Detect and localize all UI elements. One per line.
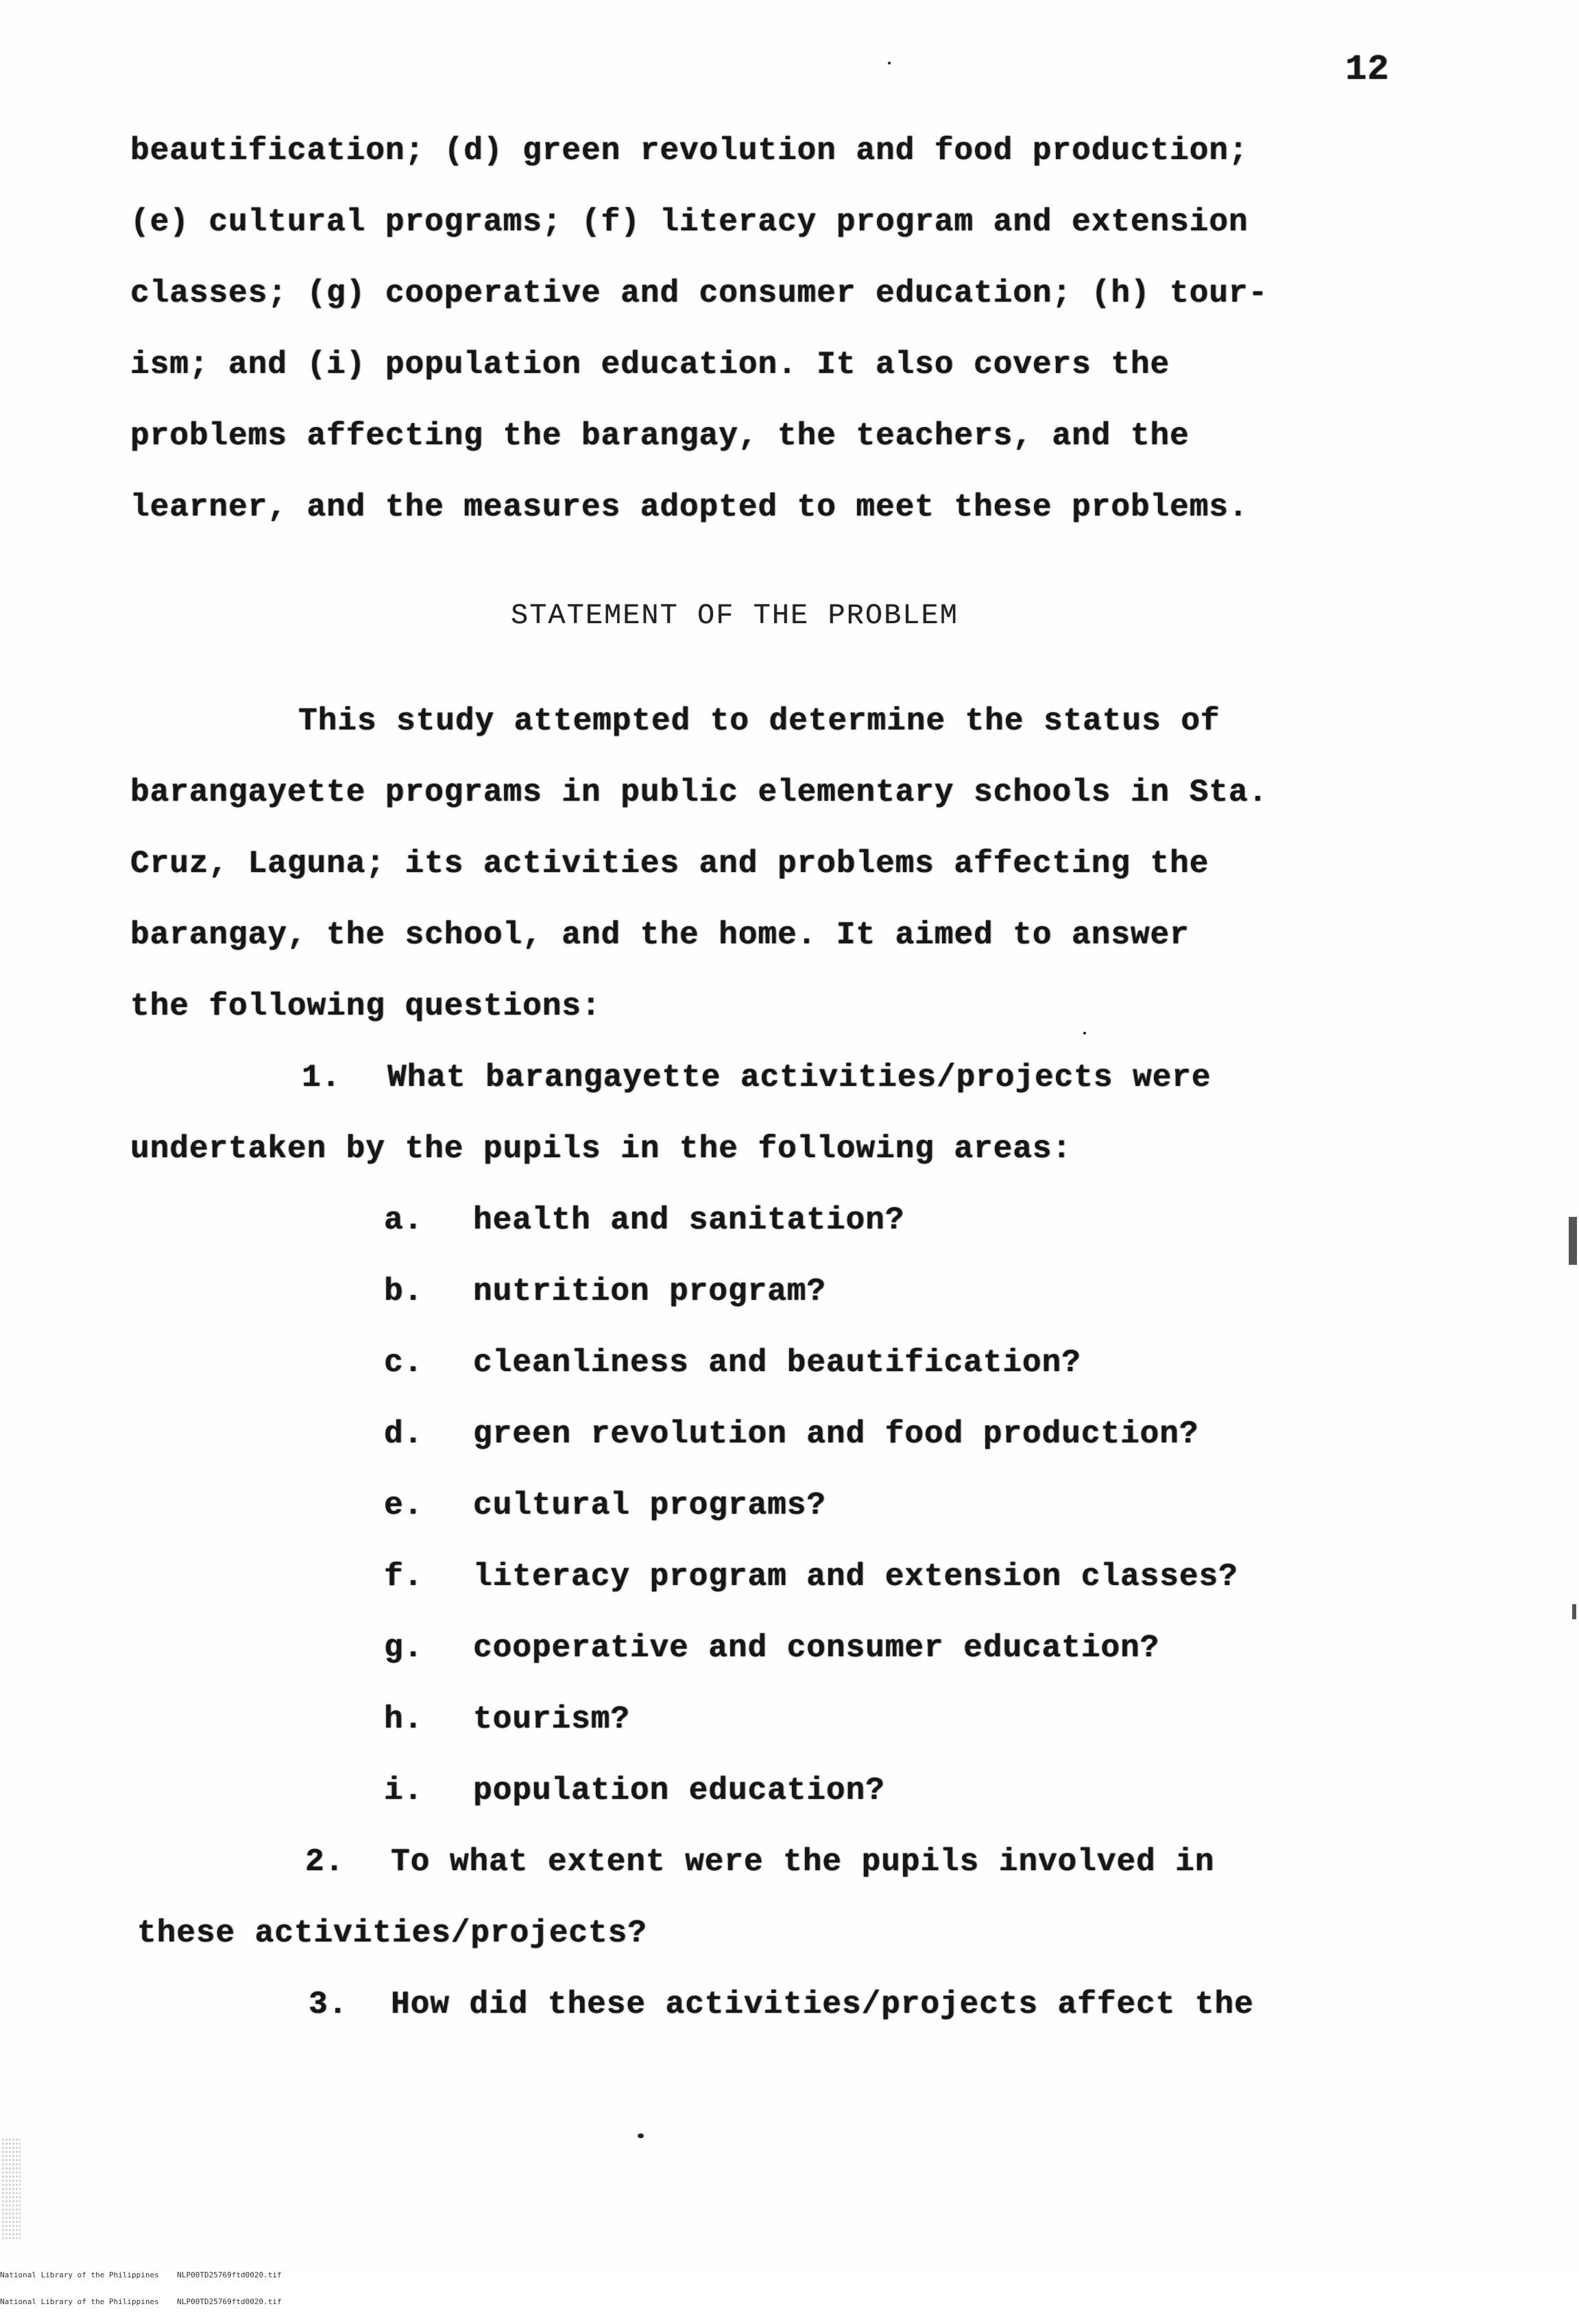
paragraph2-line-3: Cruz, Laguna; its activities and problems affecting the	[130, 846, 1209, 882]
sub-item-text: literacy program and extension classes?	[473, 1559, 1238, 1595]
footer-filename: NLP00TD25769ftd0020.tif	[177, 2271, 282, 2279]
footer-line-1	[0, 2271, 282, 2279]
paragraph1-line-6: learner, and the measures adopted to meet these problems.	[130, 489, 1249, 525]
scan-noise	[1, 2138, 21, 2240]
sub-item-text: health and sanitation?	[473, 1202, 905, 1238]
footer-line-2	[0, 2297, 282, 2306]
sub-item-text: cultural programs?	[473, 1488, 826, 1523]
sub-item-letter: b.	[384, 1274, 424, 1309]
question3-line-1: How did these activities/projects affect the	[391, 1987, 1254, 2022]
sub-item-letter: h.	[384, 1702, 424, 1737]
question1-line-2: undertaken by the pupils in the following areas:	[130, 1131, 1072, 1167]
section-heading: STATEMENT OF THE PROBLEM	[511, 599, 959, 632]
scan-speck	[638, 2133, 644, 2138]
footer-filename: NLP00TD25769ftd0020.tif	[177, 2297, 282, 2306]
paragraph1-line-2: (e) cultural programs; (f) literacy program and extension	[130, 204, 1249, 240]
paragraph1-line-4: ism; and (i) population education. It also covers the	[130, 347, 1170, 383]
paragraph1-line-5: problems affecting the barangay, the teachers, and the	[130, 418, 1190, 454]
scan-speck	[888, 62, 891, 64]
page-number: 12	[1345, 49, 1390, 90]
question1-line-1: What barangayette activities/projects were	[387, 1060, 1212, 1096]
paragraph2-line-2: barangayette programs in public elementary schools in Sta.	[130, 775, 1268, 810]
sub-item-text: green revolution and food production?	[473, 1416, 1199, 1452]
paragraph2-line-5: the following questions:	[130, 989, 601, 1024]
scan-speck	[1083, 1032, 1086, 1034]
question1-number: 1.	[302, 1060, 341, 1096]
sub-item-letter: d.	[384, 1416, 424, 1452]
footer-source: National Library of the Philippines	[0, 2297, 159, 2306]
paragraph1-line-1: beautification; (d) green revolution and food production;	[130, 133, 1249, 169]
sub-item-letter: g.	[384, 1630, 424, 1666]
sub-item-text: nutrition program?	[473, 1274, 826, 1309]
paragraph2-line-4: barangay, the school, and the home. It aimed to answer	[130, 917, 1190, 953]
question2-line-2: these activities/projects?	[137, 1915, 647, 1951]
sub-item-text: cleanliness and beautification?	[473, 1345, 1081, 1381]
sub-item-letter: a.	[384, 1202, 424, 1238]
sub-item-letter: e.	[384, 1488, 424, 1523]
sub-item-letter: f.	[384, 1559, 424, 1595]
sub-item-text: tourism?	[473, 1702, 630, 1737]
paragraph1-line-3: classes; (g) cooperative and consumer education; (h) tour-	[130, 276, 1268, 311]
footer-source: National Library of the Philippines	[0, 2271, 159, 2279]
question3-number: 3.	[309, 1987, 348, 2022]
question2-line-1: To what extent were the pupils involved in	[391, 1844, 1215, 1880]
sub-item-letter: c.	[384, 1345, 424, 1381]
scan-edge-mark	[1569, 1217, 1577, 1265]
sub-item-text: cooperative and consumer education?	[473, 1630, 1160, 1666]
archive-footer	[0, 2253, 282, 2324]
sub-item-text: population education?	[473, 1773, 885, 1808]
paragraph2-line-1: This study attempted to determine the status of	[298, 703, 1220, 739]
scan-edge-mark	[1572, 1604, 1576, 1619]
sub-item-letter: i.	[384, 1773, 424, 1808]
question2-number: 2.	[305, 1844, 345, 1880]
